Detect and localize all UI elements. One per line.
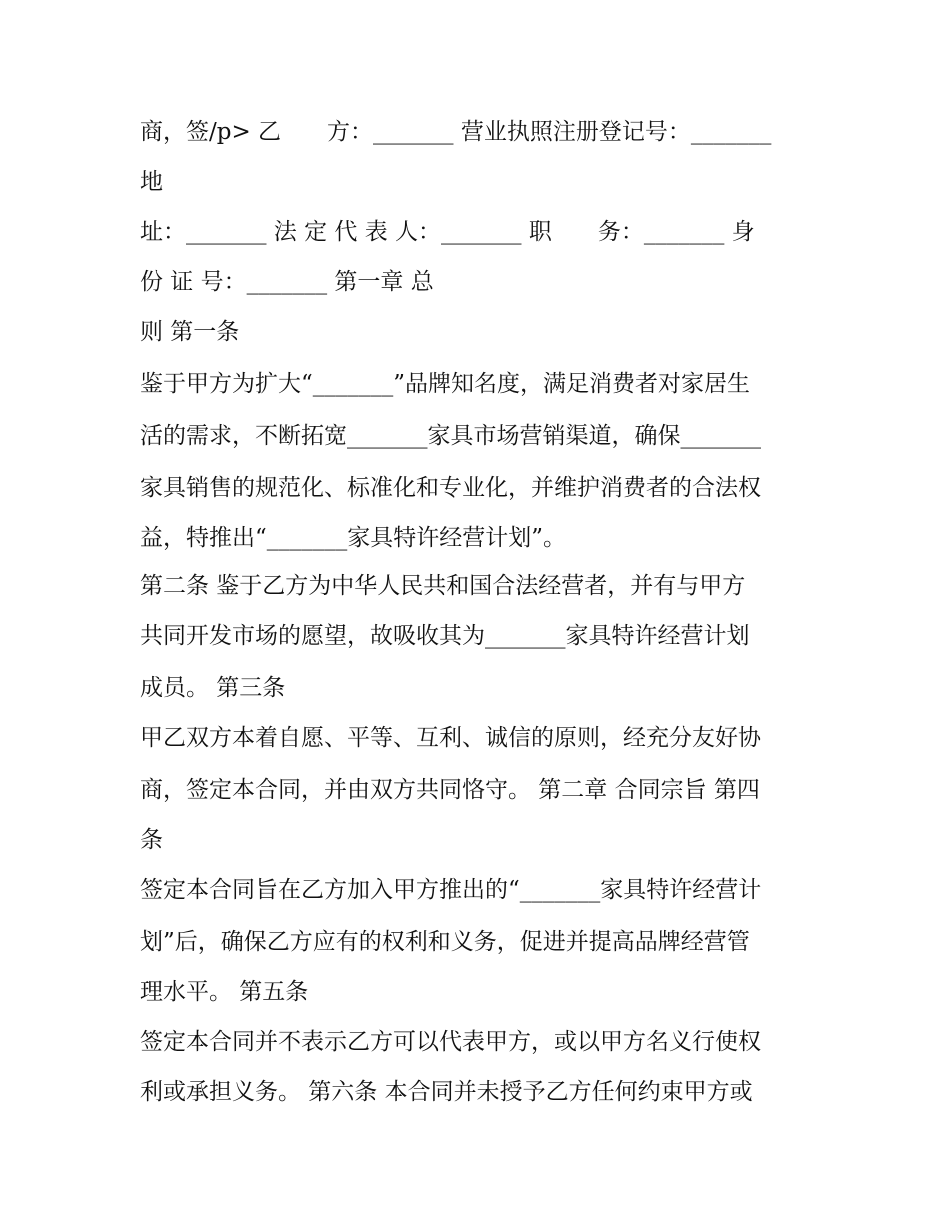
text-line: 份 证 号：_______ 第一章 总 [140,269,434,295]
text-line: 签定本合同旨在乙方加入甲方推出的“_______家具特许经营计 [140,877,762,903]
text-line: 鉴于甲方为扩大“_______”品牌知名度，满足消费者对家居生 [140,371,751,397]
text-line: 则 第一条 [140,319,240,345]
text-line: 第二条 鉴于乙方为中华人民共和国合法经营者，并有与甲方 [140,573,746,599]
text-line: 址：_______ 法 定 代 表 人：_______ 职 务：_______ 身 [140,219,755,245]
text-line: 家具销售的规范化、标准化和专业化，并维护消费者的合法权 [140,475,761,501]
text-line: 条 [140,827,163,853]
text-line: 活的需求，不断拓宽_______家具市场营销渠道，确保_______ [140,423,761,449]
text-line: 益，特推出“_______家具特许经营计划”。 [140,525,567,551]
text-line: 理水平。 第五条 [140,979,309,1005]
text-line: 共同开发市场的愿望，故吸收其为_______家具特许经营计划 [140,623,750,649]
text-line: 地 [140,169,163,195]
text-line: 成员。 第三条 [140,675,286,701]
text-line: 划”后，确保乙方应有的权利和义务，促进并提高品牌经营管 [140,929,750,955]
text-line: 甲乙双方本着自愿、平等、互利、诚信的原则，经充分友好协 [140,725,761,751]
text-line: 利或承担义务。 第六条 本合同并未授予乙方任何约束甲方或 [140,1079,753,1105]
text-line: 签定本合同并不表示乙方可以代表甲方，或以甲方名义行使权 [140,1029,761,1055]
text-line: 商，签/p> 乙 方：_______ 营业执照注册登记号：_______ [140,119,772,145]
text-line: 商，签定本合同，并由双方共同恪守。 第二章 合同宗旨 第四 [140,777,760,803]
